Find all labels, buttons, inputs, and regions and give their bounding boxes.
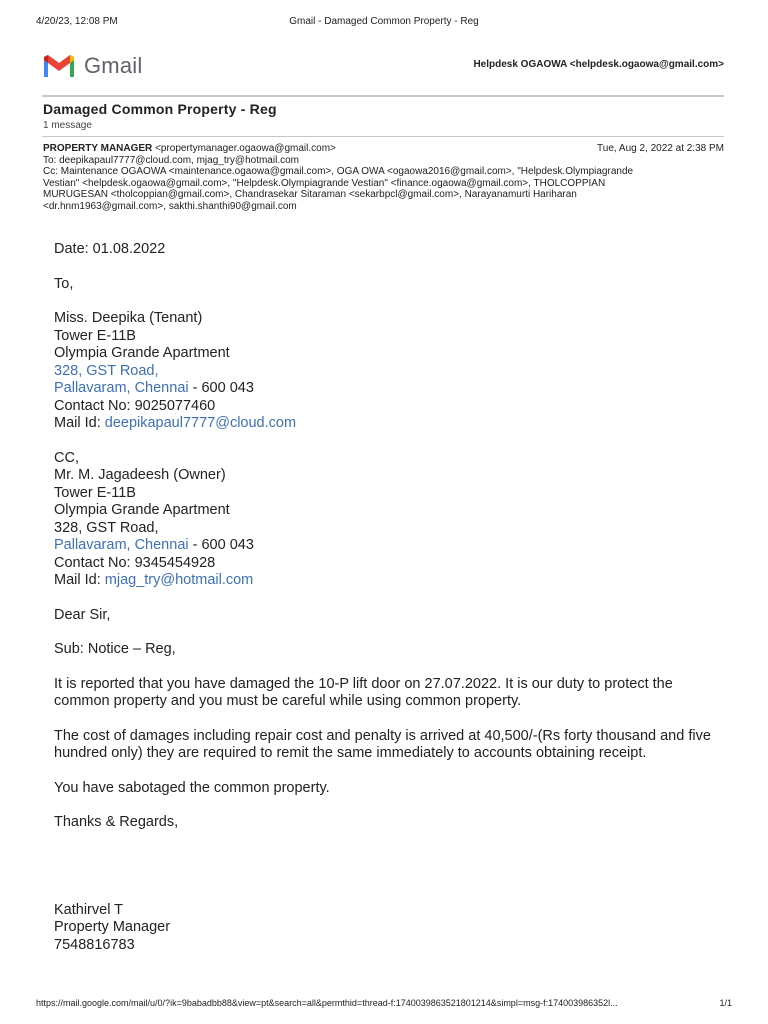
print-title: Gmail - Damaged Common Property - Reg bbox=[289, 16, 479, 27]
owner-address bbox=[54, 450, 718, 590]
owner-contact: Contact No: 9345454928 bbox=[54, 554, 216, 571]
print-header bbox=[36, 16, 732, 30]
signature-name: Kathirvel T bbox=[54, 901, 124, 918]
paragraph-2: The cost of damages including repair cost and penalty is arrived at 40,500/-(Rs forty thousand and five hundred only) they are required to remit the same immediately to accounts obtaining receipt. bbox=[54, 727, 711, 761]
tenant-tower: Tower E-11B bbox=[54, 327, 136, 344]
tenant-email-link[interactable]: deepikapaul7777@cloud.com bbox=[104, 415, 297, 431]
signature bbox=[54, 902, 718, 955]
owner-email-link[interactable]: mjag_try@hotmail.com bbox=[104, 572, 254, 588]
salutation: Dear Sir, bbox=[54, 606, 111, 623]
owner-locality-link[interactable]: Pallavaram, Chennai bbox=[54, 537, 189, 553]
paragraph-3: You have sabotaged the common property. bbox=[54, 779, 330, 796]
tenant-road-link[interactable]: 328, GST Road, bbox=[54, 362, 159, 379]
to-label: To, bbox=[54, 275, 74, 292]
sender-name: PROPERTY MANAGER bbox=[43, 143, 153, 154]
tenant-apartment: Olympia Grande Apartment bbox=[54, 345, 230, 361]
paragraph-1: It is reported that you have damaged the 10-P lift door on 27.07.2022. It is our duty to protect the common property and you must be careful while using common property. bbox=[54, 675, 673, 709]
cc-line-1: Cc: Maintenance OGAOWA <maintenance.ogaowa@gmail.com>, OGA OWA <ogaowa2016@gmail.com>, "Helpdesk.Olympiagrande bbox=[43, 166, 634, 177]
subject-divider bbox=[42, 136, 724, 137]
owner-road: 328, GST Road, bbox=[54, 519, 159, 536]
gmail-m-icon bbox=[42, 53, 76, 79]
print-url: https://mail.google.com/mail/u/0/?ik=9babadbb88&view=pt&search=all&permthid=thread-f:1740039863521801214&simpl=msg-f:174003986352l... bbox=[36, 998, 618, 1008]
page-number: 1/1 bbox=[719, 998, 732, 1008]
to-line: To: deepikapaul7777@cloud.com, mjag_try@hotmail.com bbox=[43, 154, 299, 166]
thread-subject: Damaged Common Property - Reg bbox=[43, 101, 277, 117]
print-footer bbox=[36, 998, 732, 1010]
from-row bbox=[43, 143, 724, 155]
letter-date: Date: 01.08.2022 bbox=[54, 241, 166, 257]
message-count: 1 message bbox=[43, 120, 92, 131]
account-label: Helpdesk OGAOWA <helpdesk.ogaowa@gmail.com> bbox=[473, 59, 724, 70]
owner-apartment: Olympia Grande Apartment bbox=[54, 502, 230, 518]
gmail-wordmark: Gmail bbox=[84, 53, 143, 78]
cc-line-4: <dr.hnm1963@gmail.com>, sakthi.shanthi90@gmail.com bbox=[43, 200, 297, 212]
tenant-name: Miss. Deepika (Tenant) bbox=[54, 310, 203, 326]
closing: Thanks & Regards, bbox=[54, 814, 179, 830]
message-body bbox=[54, 241, 718, 971]
cc-line-3: MURUGESAN <tholcoppian@gmail.com>, Chandrasekar Sitaraman <sekarbpcl@gmail.com>, Narayanamurti Hariharan bbox=[43, 189, 577, 200]
tenant-address bbox=[54, 310, 718, 433]
message-date: Tue, Aug 2, 2022 at 2:38 PM bbox=[597, 143, 724, 154]
header-divider bbox=[42, 95, 724, 97]
sender-email: <propertymanager.ogaowa@gmail.com> bbox=[155, 143, 336, 154]
owner-pin: - 600 043 bbox=[188, 537, 254, 553]
tenant-contact: Contact No: 9025077460 bbox=[54, 397, 216, 414]
letter-subject: Sub: Notice – Reg, bbox=[54, 641, 176, 657]
tenant-locality-link[interactable]: Pallavaram, Chennai bbox=[54, 380, 189, 396]
print-datetime: 4/20/23, 12:08 PM bbox=[36, 16, 118, 27]
signature-title: Property Manager bbox=[54, 919, 171, 935]
signature-phone: 7548816783 bbox=[54, 936, 135, 953]
cc-line-2: Vestian" <helpdesk.ogaowa@gmail.com>, "Helpdesk.Olympiagrande Vestian" <finance.ogaowa@gmail.com>, THOLCOPPIAN bbox=[43, 177, 606, 189]
owner-name: Mr. M. Jagadeesh (Owner) bbox=[54, 467, 226, 483]
gmail-logo bbox=[42, 52, 142, 80]
owner-tower: Tower E-11B bbox=[54, 484, 136, 501]
owner-mail-label: Mail Id: bbox=[54, 572, 105, 588]
tenant-mail-label: Mail Id: bbox=[54, 415, 105, 431]
tenant-pin: - 600 043 bbox=[188, 380, 254, 396]
message-meta bbox=[43, 143, 724, 212]
cc-label: CC, bbox=[54, 449, 79, 466]
